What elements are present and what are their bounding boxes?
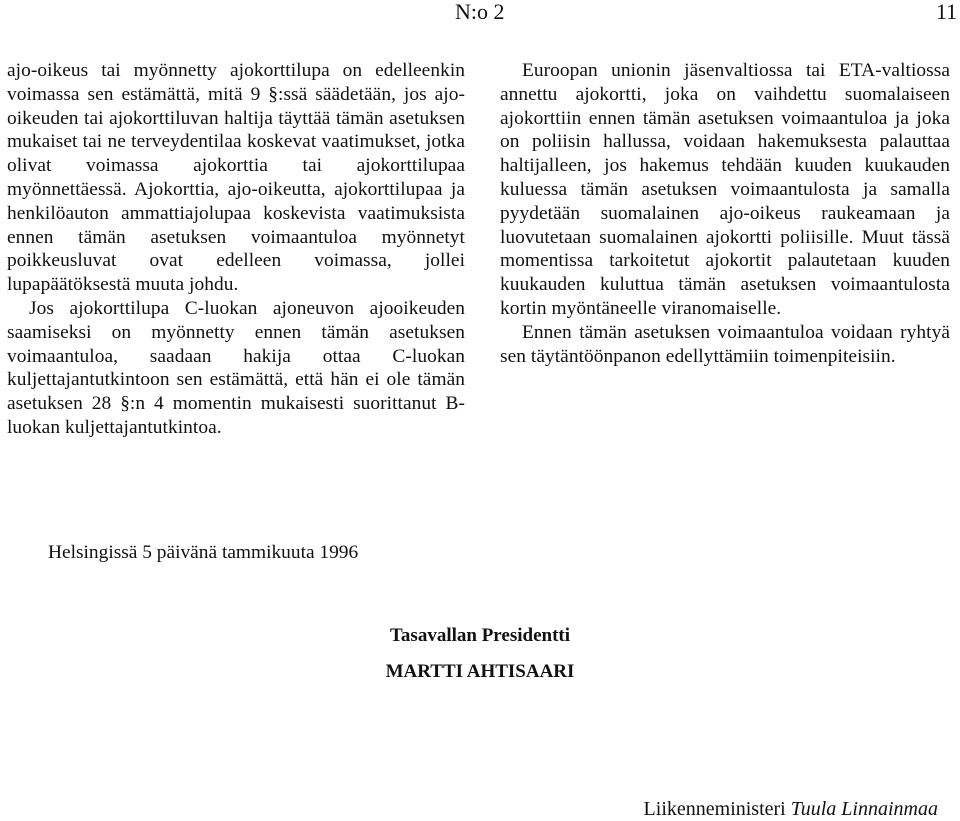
right-column xyxy=(500,59,950,368)
left-column xyxy=(7,59,465,440)
president-title: Tasavallan Presidentti xyxy=(390,625,570,646)
issue-number: N:o 2 xyxy=(455,0,505,24)
right-paragraph-2: Ennen tämän asetuksen voimaantuloa voidaan ryhtyä sen täytäntöönpanon edellyttämiin toimenpiteisiin. xyxy=(500,321,950,367)
minister-title: Liikenneministeri xyxy=(643,798,786,820)
page-number: 11 xyxy=(936,0,958,24)
left-paragraph-1: ajo-oikeus tai myönnetty ajokorttilupa on edelleenkin voimassa sen estämättä, mitä 9 §:ssä säädetään, jos ajo-oikeuden tai ajokorttiluvan haltija täyttää tämän asetuksen mukaiset tai ne terveydentilaa koskevat vaatimukset, jotka olivat voimassa ajokorttia tai ajokorttilupaa myönnettäessä. Ajokorttia, ajo-oikeutta, ajokorttilupaa ja henkilöauton ammattiajolupaa koskevista vaatimuksista ennen tämän asetuksen voimaantuloa myönnetyt poikkeusluvat ovat edelleen voimassa, jollei lupapäätöksestä muuta johdu. xyxy=(7,60,465,296)
page-header xyxy=(0,0,960,30)
place-and-date: Helsingissä 5 päivänä tammikuuta 1996 xyxy=(48,542,359,563)
right-paragraph-1: Euroopan unionin jäsenvaltiossa tai ETA-valtiossa annettu ajokortti, joka on vaihdettu suomalaiseen ajokorttiin ennen tämän asetuksen voimaantuloa ja joka on poliisin hallussa, voidaan hakemuksesta palauttaa haltijalleen, jos hakemus tehdään kuuden kuukauden kuluessa tämän asetuksen voimaantulosta ja samalla pyydetään suomalainen ajo-oikeus raukeamaan ja luovutetaan suomalainen ajokortti poliisille. Muut tässä momentissa tarkoitetut ajokortit palautetaan kuuden kuukauden kuluttua tämän asetuksen voimaantulosta kortin myöntäneelle viranomaiselle. xyxy=(500,60,950,319)
minister-signature xyxy=(644,797,938,821)
president-name: MARTTI AHTISAARI xyxy=(385,661,575,682)
minister-name: Tuula Linnainmaa xyxy=(790,798,938,820)
left-paragraph-2: Jos ajokorttilupa C-luokan ajoneuvon ajooikeuden saamiseksi on myönnetty ennen tämän asetuksen voimaantuloa, saadaan hakija ottaa C-luokan kuljettajantutkintoon sen estämättä, että hän ei ole tämän asetuksen 28 §:n 4 momentin mukaisesti suorittanut B-luokan kuljettajantutkintoa. xyxy=(7,297,465,438)
